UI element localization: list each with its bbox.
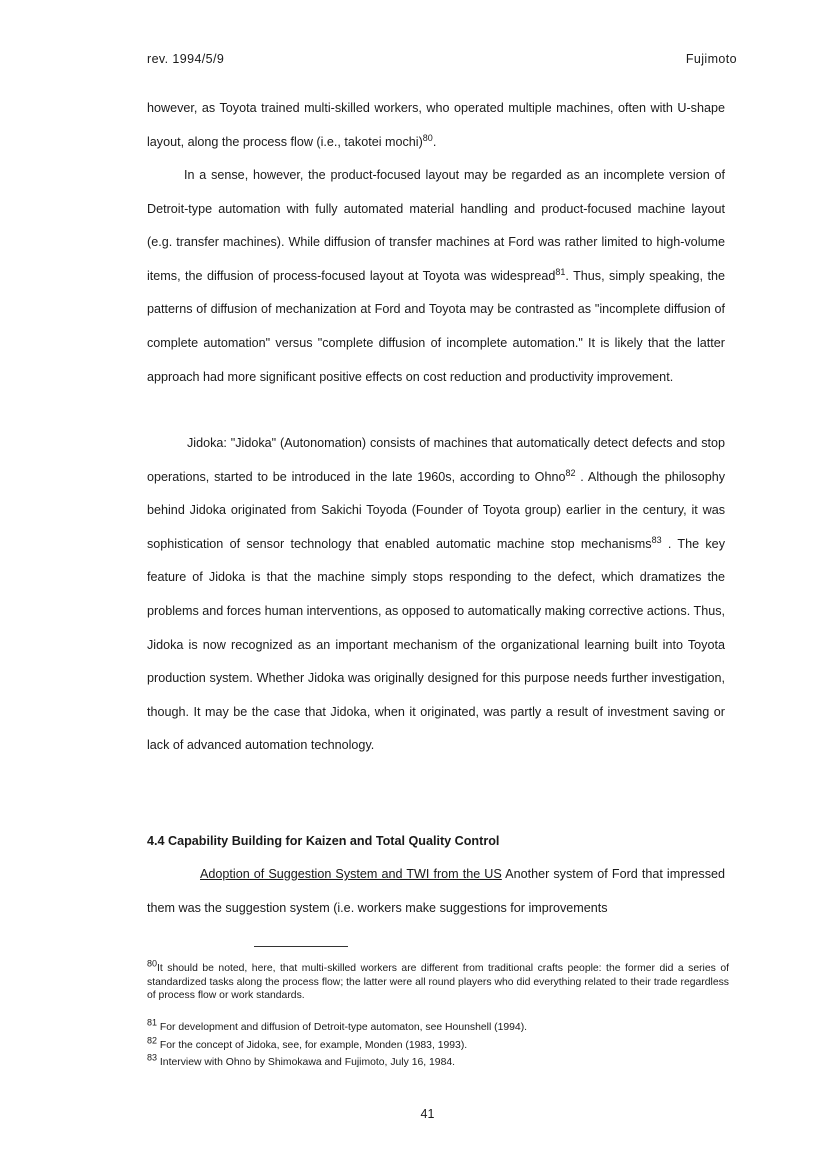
footnote-80 bbox=[147, 958, 729, 1003]
footnote-text: For development and diffusion of Detroit-type automaton, see Hounshell (1994). bbox=[157, 1022, 528, 1033]
footnote-82 bbox=[147, 1035, 729, 1053]
paragraph-text: . Thus, simply speaking, the patterns of diffusion of mechanization at Ford and Toyota may be contrasted as "incomplete diffusion of complete automation" versus "complete diffusion of incomplete automation." It is likely that the latter approach had more significant positive effects on cost reduction and productivity improvement. bbox=[147, 268, 725, 384]
footnote-separator bbox=[254, 946, 348, 947]
footnote-81 bbox=[147, 1017, 729, 1035]
subsection-title-source: from the US bbox=[433, 867, 502, 881]
paragraph-text: Another system of Ford that impressed them was the suggestion system (i.e. workers make suggestions for improvements bbox=[147, 867, 725, 915]
running-header-revision: rev. 1994/5/9 bbox=[147, 52, 225, 66]
footnote-number: 81 bbox=[147, 1017, 158, 1028]
footnote-number: 83 bbox=[147, 1052, 158, 1063]
footnote-text: For the concept of Jidoka, see, for example, Monden (1983, 1993). bbox=[157, 1040, 468, 1051]
page-number: 41 bbox=[420, 1107, 435, 1121]
paragraph-suggestion-system bbox=[147, 858, 725, 925]
section-heading: 4.4 Capability Building for Kaizen and Total Quality Control bbox=[147, 834, 500, 848]
paragraph-text: however, as Toyota trained multi-skilled workers, who operated multiple machines, often with U-shape layout, along the process flow (i.e., takotei mochi) bbox=[147, 101, 725, 149]
footnote-ref-80: 80 bbox=[422, 132, 433, 143]
footnote-ref-82: 82 bbox=[565, 467, 576, 478]
footnote-number: 82 bbox=[147, 1035, 158, 1046]
paragraph-text: Jidoka: "Jidoka" (Autonomation) consists of machines that automatically detect defects and stop operations, started to be introduced in the late 1960s, according to Ohno bbox=[147, 436, 725, 484]
paragraph-text: . The key feature of Jidoka is that the machine simply stops responding to the defect, which dramatizes the problems and forces human interventions, as opposed to automatically making corrective actions. Thus, Jidoka is now recognized as an important mechanism of the organizational learning built into Toyota production system. Whether Jidoka was originally designed for this purpose needs further investigation, though. It may be the case that Jidoka, when it originated, was partly a result of investment saving or lack of advanced automation technology. bbox=[147, 536, 725, 753]
paragraph-jidoka bbox=[147, 427, 725, 763]
running-header-author: Fujimoto bbox=[685, 52, 737, 66]
footnote-text: Interview with Ohno by Shimokawa and Fujimoto, July 16, 1984. bbox=[157, 1057, 456, 1068]
footnote-number: 80 bbox=[147, 958, 158, 969]
paragraph-product-focused-layout bbox=[147, 159, 725, 394]
paragraph-takotei-mochi bbox=[147, 92, 725, 159]
paragraph-text: . bbox=[432, 134, 437, 149]
subsection-title: Adoption of Suggestion System and TWI bbox=[200, 867, 434, 881]
footnote-text: It should be noted, here, that multi-skilled workers are different from traditional crafts people: the former did a series of standardized tasks along the process flow; the latter were all round players who did everything related to their trade regardless of process flow or work standards. bbox=[147, 963, 729, 1002]
footnote-ref-83: 83 bbox=[651, 534, 662, 545]
footnote-ref-81: 81 bbox=[555, 266, 566, 277]
footnote-83 bbox=[147, 1052, 729, 1070]
paragraph-text: . Although the philosophy behind Jidoka originated from Sakichi Toyoda (Founder of Toyota group) earlier in the century, it was sophistication of sensor technology that enabled automatic machine stop mechanisms bbox=[147, 469, 725, 551]
paragraph-text: In a sense, however, the product-focused layout may be regarded as an incomplete version of Detroit-type automation with fully automated material handling and product-focused machine layout (e.g. transfer machines). While diffusion of transfer machines at Ford was rather limited to high-volume items, the diffusion of process-focused layout at Toyota was widespread bbox=[147, 168, 725, 283]
